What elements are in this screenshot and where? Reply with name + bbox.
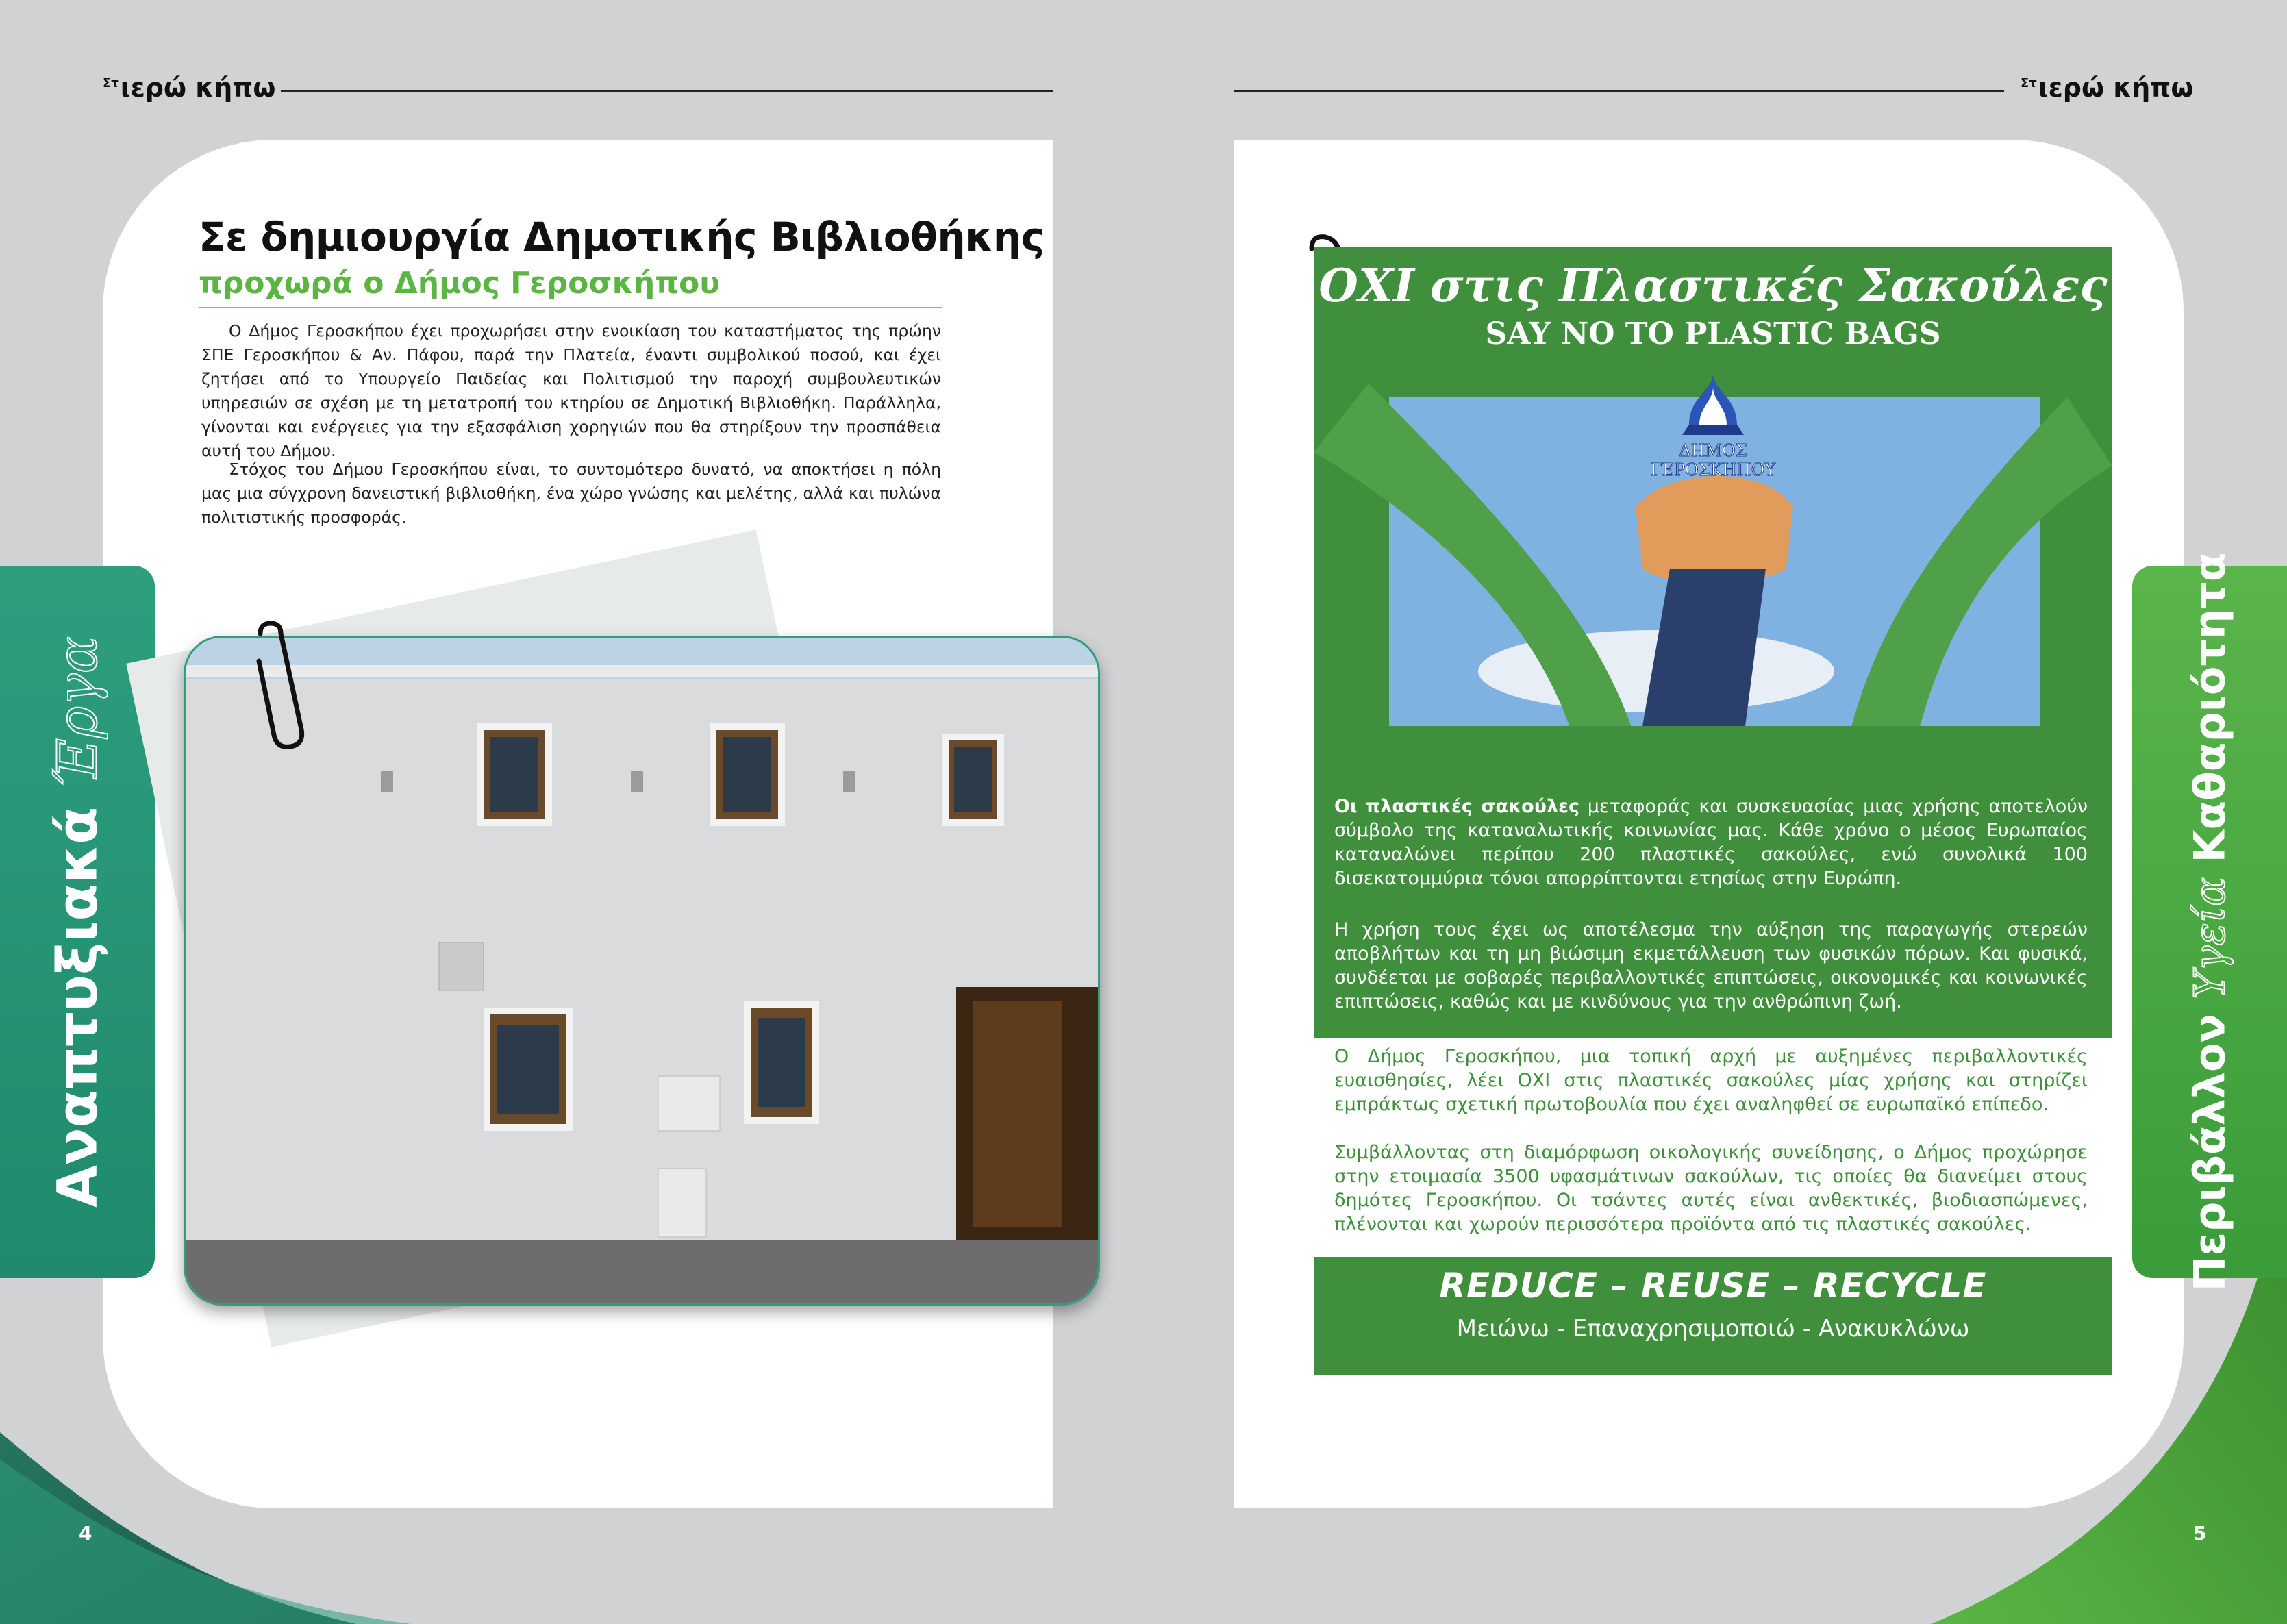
header-brand-right: $^{\Sigma\tau}$ιερώ κήπω xyxy=(2021,73,2194,103)
poster-paragraph-2: Η χρήση τους έχει ως αποτέλεσμα την αύξηση της παραγωγής στερεών αποβλήτων και τη μη βιώσιμη εκμετάλλευση των φυσικών πόρων. Και φυσικά, συνδέεται με σοβαρές περιβαλλοντικές επιπτώσεις, οικονομικές και κοινωνικές επιπτώσεις, καθώς και με κινδύνους για την ανθρώπινη ζωή. xyxy=(1334,919,2088,1012)
library-building-photo xyxy=(184,636,1100,1306)
poster-title-gr: ΟΧΙ στις Πλαστικές Σακούλες xyxy=(1319,259,2108,312)
crest-icon xyxy=(1675,370,1751,438)
poster-paragraph-3: Ο Δήμος Γεροσκήπου, μια τοπική αρχή με αυξημένες περιβαλλοντικές ευαισθησίες, λέει ΟΧΙ στις πλαστικές σακούλες μίας χρήσης και στηρίζει εμπράκτως σχετική πρωτοβουλία που έχει αναληφθεί σε ευρωπαϊκό επίπεδο. xyxy=(1334,1046,2088,1115)
poster-slogan-gr: Μειώνω - Επαναχρησιμοποιώ - Ανακυκλώνω xyxy=(1456,1315,1970,1342)
tab-label-left-highlight: Έργα xyxy=(45,636,110,788)
tab-label-right: Περιβάλλον xyxy=(2184,1014,2235,1292)
municipality-logo xyxy=(1621,370,1805,479)
logo-text-1: ΔΗΜΟΣ xyxy=(1679,441,1747,460)
page-number-left: 4 xyxy=(79,1522,92,1545)
tab-label-right-end: Καθαριότητα xyxy=(2184,552,2235,863)
header-brand-left: $^{\Sigma\tau}$ιερώ κήπω xyxy=(103,73,276,103)
logo-text-2: ΓΕΡΟΣΚΗΠΟΥ xyxy=(1650,460,1776,479)
poster-slogan: REDUCE – REUSE – RECYCLE xyxy=(1439,1266,1987,1306)
header-rule-left xyxy=(281,90,1053,92)
article-paragraph-1: Ο Δήμος Γεροσκήπου έχει προχωρήσει στην ενοικίαση του καταστήματος της πρώην ΣΠΕ Γεροσκήπου & Αν. Πάφου, παρά την Πλατεία, έναντι συμβολικού ποσού, και έχει ζητήσει από το Υπουργείο Παιδείας και Πολιτισμού την παροχή συμβουλευτικών υπηρεσιών σε σχέση με τη μετατροπή του κτηρίου σε Δημοτική Βιβλιοθήκη. Παράλληλα, γίνονται και ενέργειες για την εξασφάλιση χορηγιών που θα στηρίξουν την προσπάθεια αυτή του Δήμου. xyxy=(201,321,941,460)
tab-label-right-highlight: Υγεία xyxy=(2184,877,2235,999)
paperclip-icon xyxy=(247,620,308,750)
tab-label-left: Αναπτυξιακά xyxy=(45,806,110,1208)
plastic-bags-poster xyxy=(1314,247,2112,1375)
header-rule-right xyxy=(1234,90,2004,92)
title-rule xyxy=(199,307,942,308)
poster-title-en: SAY NO TO PLASTIC BAGS xyxy=(1485,316,1941,351)
article-paragraph-2: Στόχος του Δήμου Γεροσκήπου είναι, το συντομότερο δυνατό, να αποκτήσει η πόλη μας μια σύγχρονη δανειστική βιβλιοθήκη, ένα χώρο γνώσης και μελέτης, αλλά και πυλώνα πολιτιστικής προσφοράς. xyxy=(201,460,941,527)
poster-paragraph-1: Οι πλαστικές σακούλες μεταφοράς και συσκευασίας μιας χρήσης αποτελούν σύμβολο της καταναλωτικής κοινωνίας μας. Κάθε χρόνο ο μέσος Ευρωπαίος καταναλώνει περίπου 200 πλαστικές σακούλες, ενώ συνολικά 100 δισεκατομμύρια τόνοι απορρίπτονται ετησίως στην Ευρώπη. xyxy=(1334,796,2088,889)
page-number-right: 5 xyxy=(2193,1522,2207,1545)
section-tab-right xyxy=(2132,552,2287,1292)
article-subtitle: προχωρά ο Δήμος Γεροσκήπου xyxy=(199,266,720,301)
article-title: Σε δημιουργία Δημοτικής Βιβλιοθήκης xyxy=(199,214,1045,260)
poster-paragraph-4: Συμβάλλοντας στη διαμόρφωση οικολογικής συνείδησης, ο Δήμος προχώρησε στην ετοιμασία 3500 υφασμάτινων σακούλων, τις οποίες θα διανείμει στους δημότες Γεροσκήπου. Οι τσάντες αυτές είναι ανθεκτικές, βιοδιασπώμενες, πλένονται και χωρούν περισσότερα προϊόντα από τις πλαστικές σακούλες. xyxy=(1334,1142,2088,1235)
